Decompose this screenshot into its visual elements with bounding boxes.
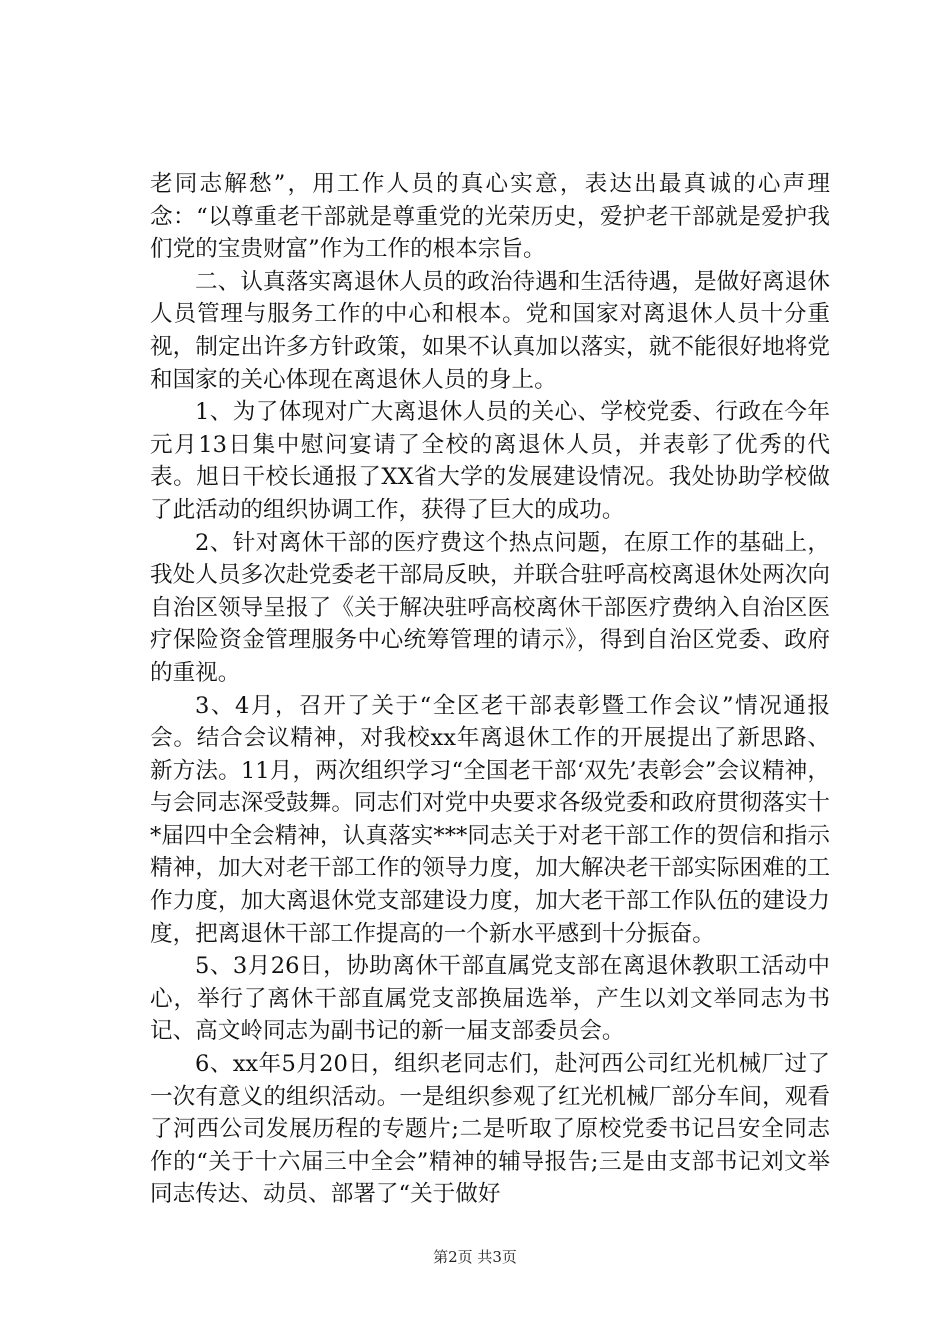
paragraph-1: 老同志解愁”，用工作人员的真心实意，表达出最真诚的心声理念：“以尊重老干部就是尊重党的光荣历史，爱护老干部就是爱护我们党的宝贵财富”作为工作的根本宗旨。: [150, 171, 830, 263]
paragraph-4: 2、针对离休干部的医疗费这个热点问题，在原工作的基础上，我处人员多次赴党委老干部局反映，并联合驻呼高校离退休处两次向自治区领导呈报了《关于解决驻呼高校离休干部医疗费纳入自治区医疗保险资金管理服务中心统筹管理的请示》，得到自治区党委、政府的重视。: [150, 529, 830, 686]
paragraph-6: 5、3月26日，协助离休干部直属党支部在离退休教职工活动中心，举行了离休干部直属党支部换届选举，产生以刘文举同志为书记、高文岭同志为副书记的新一届支部委员会。: [150, 953, 830, 1045]
document-body: [150, 168, 830, 1211]
page-footer: 第2页 共3页: [433, 1248, 517, 1266]
paragraph-5: 3、4月，召开了关于“全区老干部表彰暨工作会议”情况通报会。结合会议精神，对我校xx年离退休工作的开展提出了新思路、新方法。11月，两次组织学习“全国老干部‘双先’表彰会”会议精神，与会同志深受鼓舞。同志们对党中央要求各级党委和政府贯彻落实十*届四中全会精神，认真落实***同志关于对老干部工作的贺信和指示精神，加大对老干部工作的领导力度，加大解决老干部实际困难的工作力度，加大离退休党支部建设力度，加大老干部工作队伍的建设力度，把离退休干部工作提高的一个新水平感到十分振奋。: [150, 692, 830, 947]
paragraph-7: 6、xx年5月20日，组织老同志们，赴河西公司红光机械厂过了一次有意义的组织活动。一是组织参观了红光机械厂部分车间，观看了河西公司发展历程的专题片;二是听取了原校党委书记吕安全同志作的“关于十六届三中全会”精神的辅导报告;三是由支部书记刘文举同志传达、动员、部署了“关于做好: [150, 1051, 830, 1208]
paragraph-2: 二、认真落实离退休人员的政治待遇和生活待遇，是做好离退休人员管理与服务工作的中心和根本。党和国家对离退休人员十分重视，制定出许多方针政策，如果不认真加以落实，就不能很好地将党和国家的关心体现在离退休人员的身上。: [150, 268, 830, 393]
paragraph-3: 1、为了体现对广大离退休人员的关心、学校党委、行政在今年元月13日集中慰问宴请了全校的离退休人员，并表彰了优秀的代表。旭日干校长通报了XX省大学的发展建设情况。我处协助学校做了此活动的组织协调工作，获得了巨大的成功。: [150, 399, 830, 523]
